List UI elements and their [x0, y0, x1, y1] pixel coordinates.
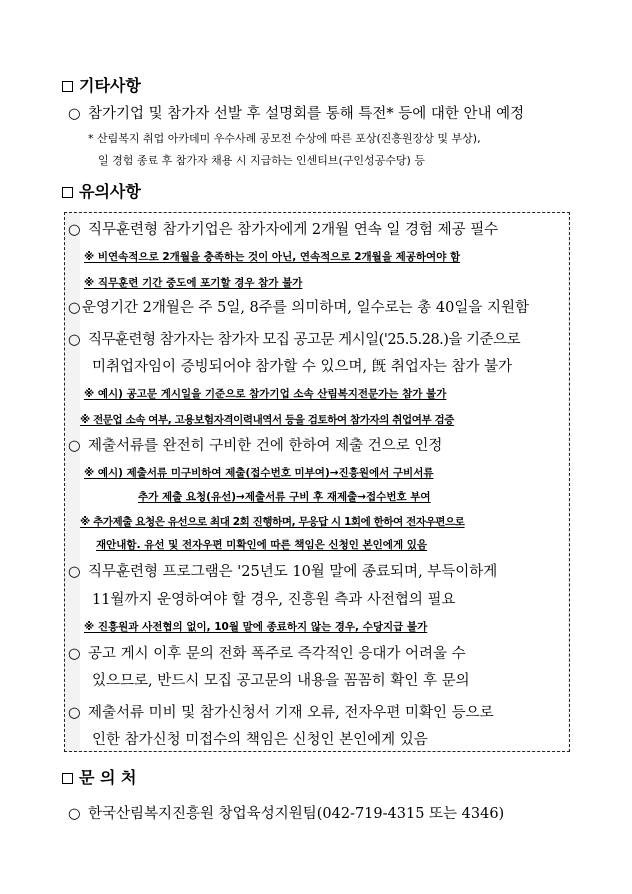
note-line: ※ 전문업 소속 여부, 고용보험자격이력내역서 등을 검토하여 참가자의 취업여부 검증 [80, 414, 454, 426]
list-item: ○ 직무훈련형 참가자는 참가자 모집 공고문 게시일('25.5.28.)을 기준으로 [68, 332, 521, 348]
list-item-continuation: 11월까지 운영하여야 할 경우, 진흥원 측과 사전협의 필요 [92, 592, 456, 608]
list-item: ○ 한국산림복지진흥원 창업육성지원팀(042-719-4315 또는 4346) [68, 806, 505, 822]
section-heading-contact: 문 의 처 [62, 768, 137, 788]
footnote-line: 일 경험 종료 후 참가자 채용 시 지급하는 인센티브(구인성공수당) 등 [98, 154, 425, 167]
circle-bullet-icon: ○ [68, 300, 81, 316]
footnote-line: * 산림복지 취업 아카데미 우수사례 공모전 수상에 따른 포상(진흥원장상 및 부상), [88, 132, 481, 145]
note-line: ※ 추가제출 요청은 유선으로 최대 2회 진행하며, 무응답 시 1회에 한하여 전자우편으로 [80, 516, 465, 528]
list-item: ○운영기간 2개월은 주 5일, 8주를 의미하며, 일수로는 총 40일을 지원함 [68, 300, 529, 316]
list-item: ○ 참가기업 및 참가자 선발 후 설명회를 통해 특전* 등에 대한 안내 예정 [68, 106, 525, 122]
list-item-continuation: 있으므로, 반드시 모집 공고문의 내용을 꼼꼼히 확인 후 문의 [92, 673, 470, 689]
note-line: ※ 비연속적으로 2개월을 충족하는 것이 아닌, 연속적으로 2개월을 제공하여야 함 [84, 251, 461, 263]
list-item: ○ 제출서류 미비 및 참가신청서 기재 오류, 전자우편 미확인 등으로 [68, 705, 494, 721]
list-item-continuation: 미취업자임이 증빙되어야 참가할 수 있으며, 旣 취업자는 참가 불가 [92, 359, 513, 375]
list-item: ○ 직무훈련형 참가기업은 참가자에게 2개월 연속 일 경험 제공 필수 [68, 222, 499, 238]
note-line: ※ 직무훈련 기간 중도에 포기할 경우 참가 불가 [84, 277, 303, 289]
note-line: 추가 제출 요청(유선)→제출서류 구비 후 재제출→접수번호 부여 [138, 491, 431, 503]
square-bullet-icon [62, 187, 73, 198]
circle-bullet-icon: ○ [68, 564, 81, 580]
circle-bullet-icon: ○ [68, 106, 81, 122]
note-line: ※ 진흥원과 사전협의 없이, 10월 말에 종료하지 않는 경우, 수당지급 불가 [84, 621, 428, 633]
circle-bullet-icon: ○ [68, 646, 81, 662]
list-item: ○ 직무훈련형 프로그램은 '25년도 10월 말에 종료되며, 부득이하게 [68, 564, 498, 580]
circle-bullet-icon: ○ [68, 806, 81, 822]
list-item-continuation: 인한 참가신청 미접수의 책임은 신청인 본인에게 있음 [92, 732, 428, 748]
section-heading-other: 기타사항 [62, 76, 141, 96]
list-item: ○ 공고 게시 이후 문의 전화 폭주로 즉각적인 응대가 어려울 수 [68, 646, 466, 662]
section-heading-caution: 유의사항 [62, 182, 141, 202]
square-bullet-icon [62, 773, 73, 784]
circle-bullet-icon: ○ [68, 332, 81, 348]
list-item: ○ 제출서류를 완전히 구비한 건에 한하여 제출 건으로 인정 [68, 438, 443, 454]
note-line: ※ 예시) 공고문 게시일을 기준으로 참가기업 소속 산림복지전문가는 참가 불가 [84, 388, 447, 400]
circle-bullet-icon: ○ [68, 438, 81, 454]
circle-bullet-icon: ○ [68, 705, 81, 721]
circle-bullet-icon: ○ [68, 222, 81, 238]
square-bullet-icon [62, 81, 73, 92]
note-line: 재안내함. 유선 및 전자우편 미확인에 따른 책임은 신청인 본인에게 있음 [96, 539, 428, 551]
note-line: ※ 예시) 제출서류 미구비하여 제출(접수번호 미부여)→진흥원에서 구비서류 [84, 467, 434, 479]
